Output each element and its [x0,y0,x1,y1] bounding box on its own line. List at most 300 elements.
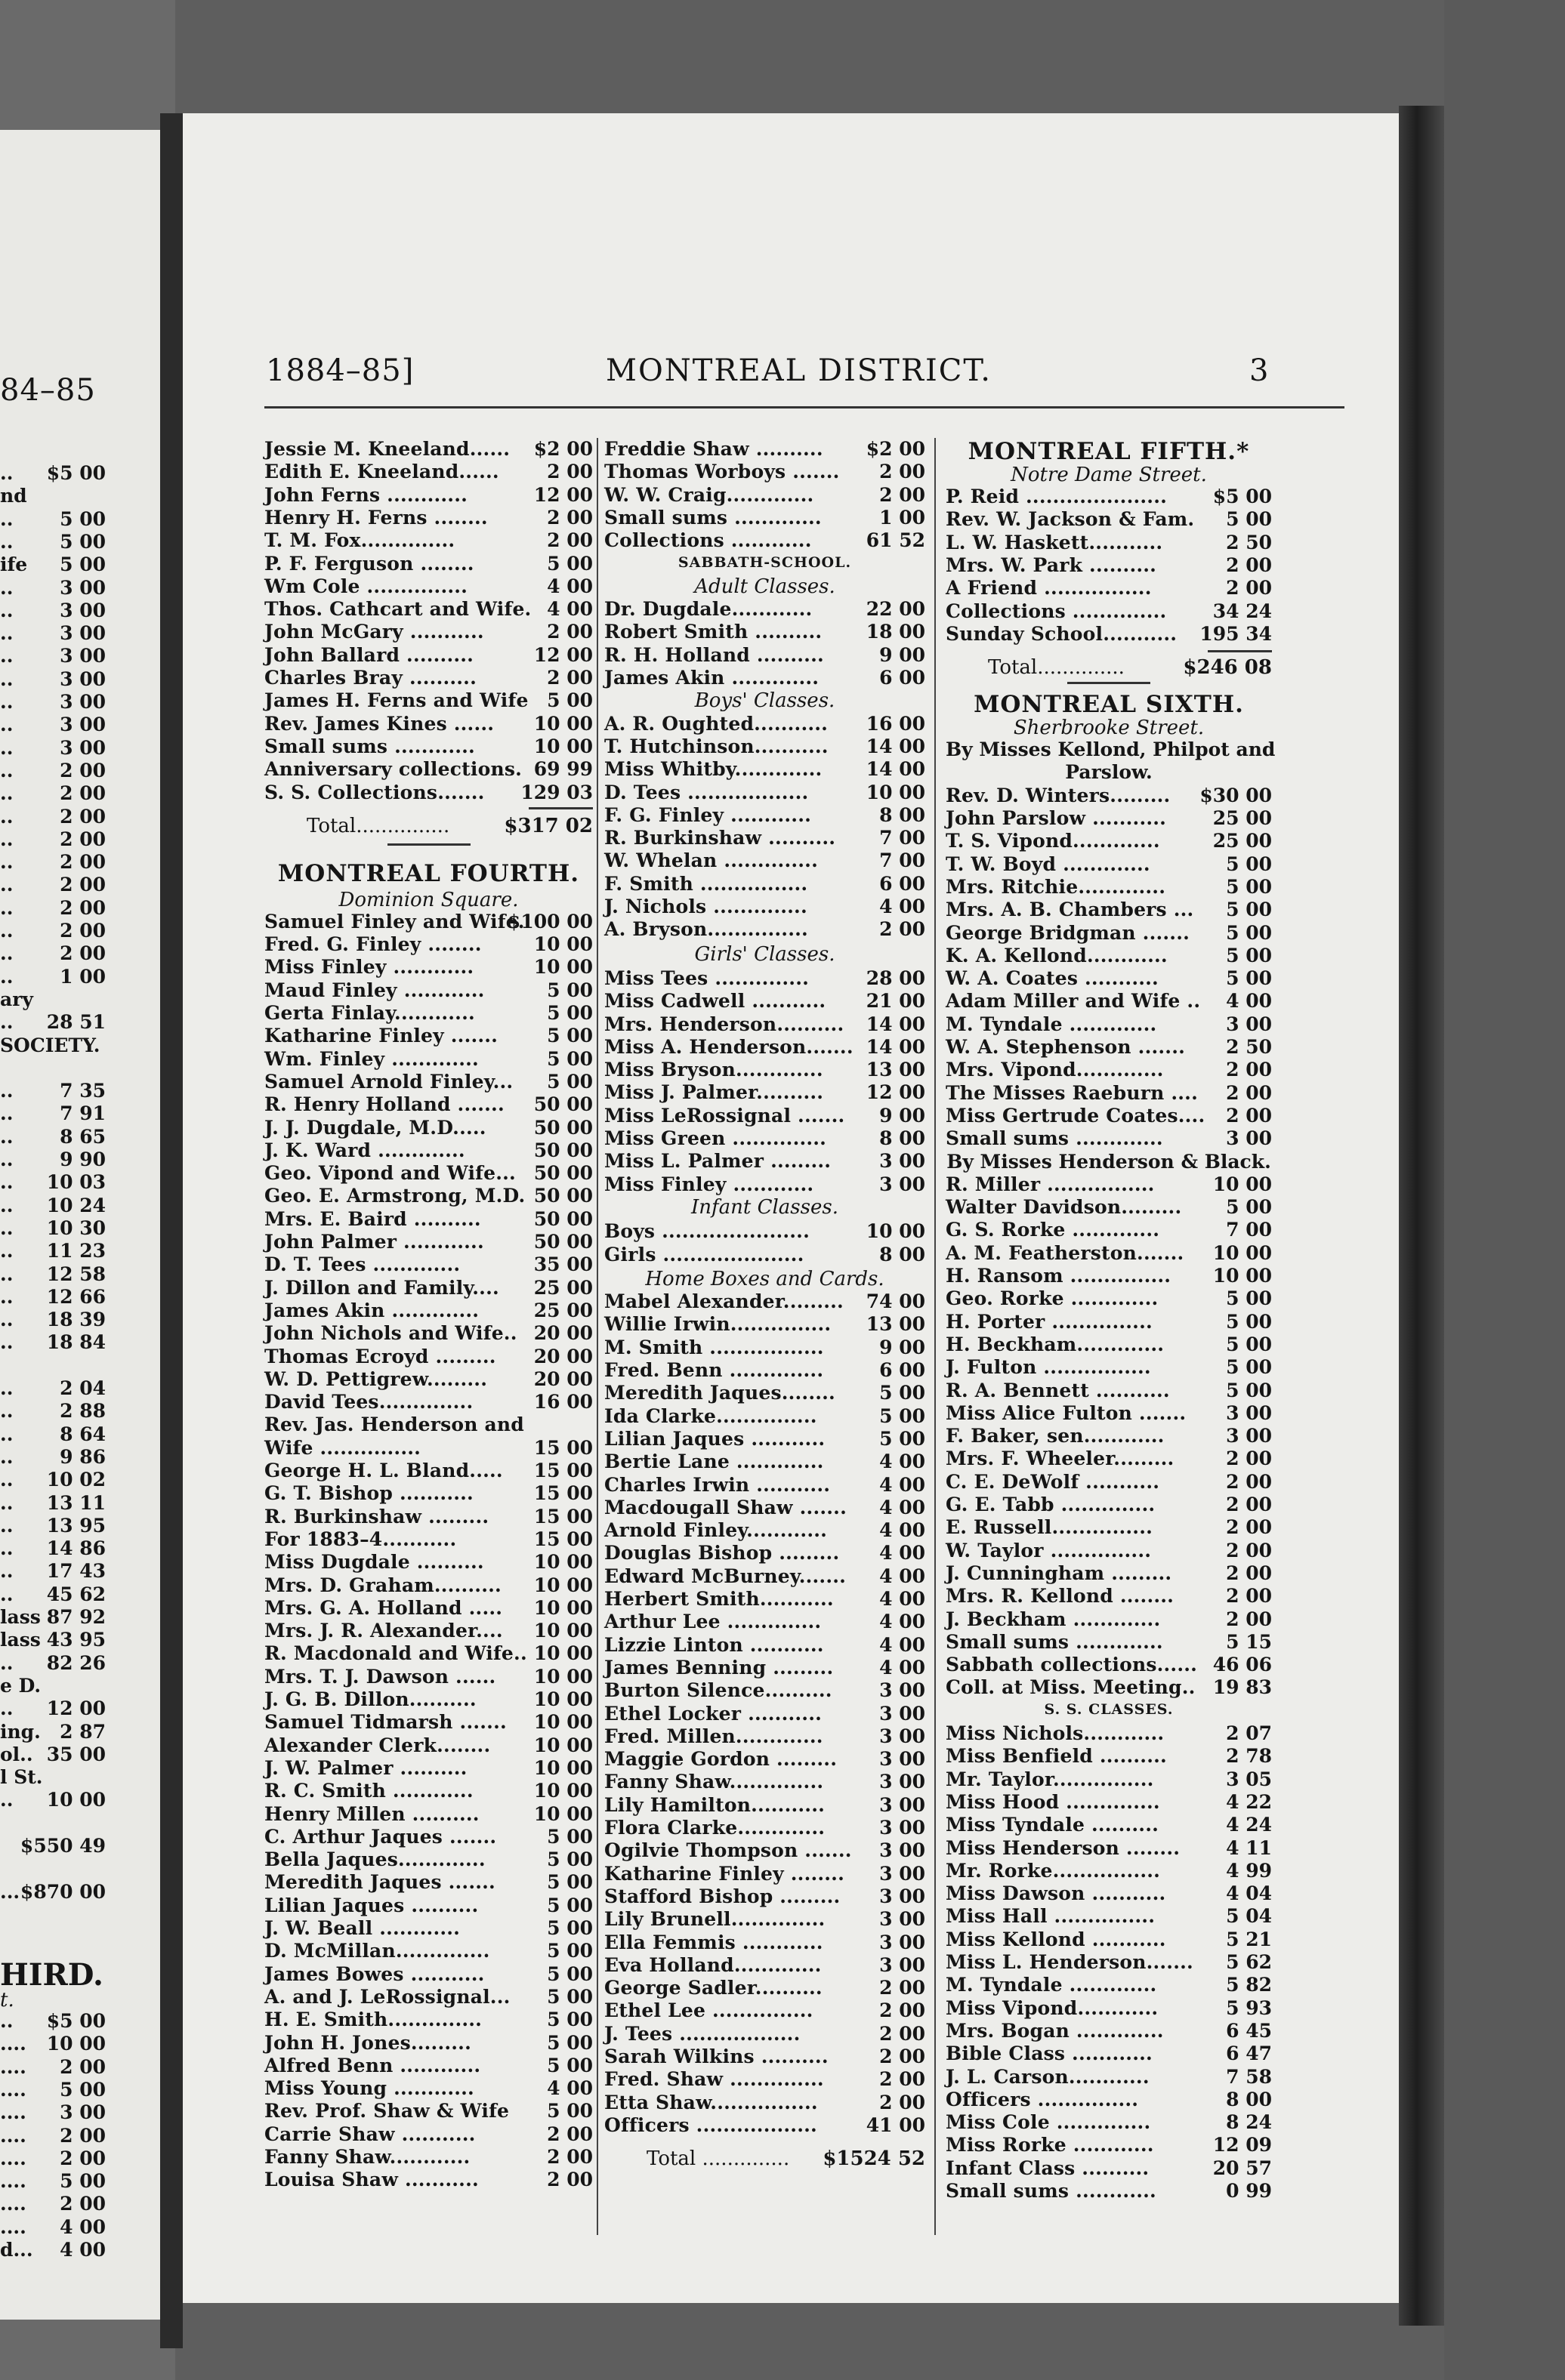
entry-name: Miss Gertrude Coates.... [946,1104,1205,1127]
entry-amount: 5 00 [1226,1333,1272,1355]
entry-name: Bible Class ............ [946,2042,1153,2065]
entry-name: Miss Whitby............. [604,758,823,781]
list-item [604,1885,925,1908]
class-title: Adult Classes. [694,575,835,598]
entry-name: J. Dillon and Family.... [264,1276,499,1299]
entry-amount: 17 43 [46,1560,106,1583]
entry-amount: 5 00 [547,979,593,1001]
entry-name: .. [0,1469,14,1491]
list-item [604,1290,925,1313]
list-item [264,2146,593,2169]
entry-amount: 5 00 [60,2170,106,2193]
list-item [604,1588,925,1611]
list-item [946,1905,1272,1928]
list-item [0,1446,106,1469]
entry-name: F. Baker, sen............ [946,1425,1165,1447]
entry-amount: 20 57 [1212,2156,1272,2179]
list-item [604,1313,925,1336]
entry-name: .. [0,507,14,530]
column-3 [946,438,1276,2250]
list-item [264,1025,593,1047]
entry-amount: 5 62 [1226,1951,1272,1973]
list-item [264,1093,593,1116]
entry-amount: 4 00 [547,2077,593,2100]
entry-name: .. [0,462,14,484]
entry-amount: 45 62 [46,1583,106,1605]
list-item [264,438,593,461]
entry-amount: 10 00 [533,1711,593,1734]
entry-amount: 50 00 [533,1185,593,1207]
entry-name: ife [0,553,28,576]
entry-name: James Akin ............. [604,667,820,689]
list-item [604,644,925,667]
entry-name: J. Tees .................. [604,2022,801,2045]
list-item [604,2092,925,2114]
list-item [946,967,1272,990]
entry-name: Anniversary collections. [264,758,523,781]
entry-amount: 5 15 [1226,1630,1272,1653]
entry-amount: 9 86 [60,1445,106,1468]
entry-amount: 5 00 [547,1070,593,1093]
entry-name: Samuel Finley and Wife. [264,910,525,933]
entry-name: Alfred Benn ............ [264,2054,481,2076]
list-item [604,598,925,621]
list-item [0,1469,106,1491]
list-item [0,1423,106,1446]
section-heading: MONTREAL FOURTH. [277,859,580,887]
entry-amount: 13 95 [46,1514,106,1537]
entry-amount: 43 95 [46,1629,106,1651]
entry-amount: 12 00 [46,1697,106,1720]
entry-name: John Parslow ........... [946,807,1167,829]
entry-name: J. Fulton ................ [946,1356,1151,1379]
total-row [946,656,1272,680]
list-item [604,1173,925,1196]
entry-name: .. [0,874,14,896]
list-item [946,1059,1272,1081]
entry-amount: 4 00 [879,1656,925,1679]
entry-name: Miss L. Henderson....... [946,1951,1193,1973]
entry-amount: 5 04 [1226,1905,1272,1928]
list-item [604,967,925,990]
entry-name: Rev. James Kines ...... [264,712,495,735]
entry-amount: 18 39 [46,1309,106,1331]
entry-amount: 21 00 [866,990,925,1013]
entry-amount: 5 00 [60,553,106,576]
entry-name: Collections ............ [604,529,812,552]
entry-amount: 4 22 [1226,1790,1272,1813]
column-2 [604,438,925,2250]
entry-amount: 6 00 [879,667,925,689]
entry-name: .... [0,2170,26,2193]
entry-amount: 46 06 [1212,1654,1272,1676]
list-item [264,735,593,758]
entry-amount: 4 04 [1226,1882,1272,1905]
entry-name: Small sums ............. [946,1630,1163,1653]
entry-amount: 195 34 [1199,622,1272,645]
entry-amount: 3 00 [60,645,106,667]
entry-amount: 10 00 [533,735,593,757]
list-item [604,1977,925,1999]
entry-amount: 5 00 [1226,1356,1272,1379]
entry-name: Bella Jaques............. [264,1848,486,1871]
entry-amount: 5 00 [547,1940,593,1962]
entry-name: Officers .................. [604,2113,817,2136]
list-item [604,1013,925,1036]
list-item [0,966,106,988]
entry-name: C. Arthur Jaques ....... [264,1825,497,1848]
entry-name: .... [0,2215,26,2238]
list-item [264,1528,593,1551]
entry-name: Ethel Lee ............... [604,1999,813,2022]
entry-name: F. G. Finley ............ [604,803,812,826]
entry-amount: 10 00 [46,2033,106,2055]
entry-amount: 2 00 [1226,553,1272,576]
list-item [946,2066,1272,2089]
entry-name: K. A. Kellond............ [946,944,1168,966]
entry-amount: 5 00 [547,1962,593,1985]
entry-name: Miss Tyndale .......... [946,1814,1159,1836]
list-item [264,1277,593,1299]
entry-name: Mrs. Ritchie............. [946,875,1166,898]
list-item [264,1871,593,1894]
entry-amount: 3 00 [879,1725,925,1747]
list-item [0,1057,106,1080]
entry-name: Douglas Bishop ......... [604,1542,840,1565]
list-item [604,735,925,758]
entry-amount: 2 00 [547,621,593,643]
list-item [604,1081,925,1104]
entry-amount: 5 00 [547,1002,593,1024]
entry-name: Mrs. G. A. Holland ..... [264,1596,503,1619]
entry-name: M. Smith ................. [604,1336,824,1358]
entry-amount: 18 00 [866,621,925,643]
entry-name: .. [0,1309,14,1331]
collector-line: Parslow. [1065,761,1153,784]
entry-amount: 2 00 [879,2068,925,2091]
entry-amount: 5 00 [879,1427,925,1450]
entry-amount: 3 05 [1226,1768,1272,1790]
entry-name: L. W. Haskett........... [946,531,1163,553]
list-item [264,1048,593,1071]
entry-amount: 12 00 [533,483,593,506]
list-item [264,1757,593,1780]
list-item [604,621,925,643]
entry-amount: 2 00 [1226,1585,1272,1608]
list-item [604,1497,925,1519]
section-heading: MONTREAL FIFTH.* [968,438,1250,465]
list-item [0,1721,106,1743]
sum-rule [1208,650,1272,652]
section-rule [387,843,471,846]
entry-amount: 8 65 [60,1125,106,1148]
list-item [0,622,106,645]
list-item [946,1356,1272,1379]
entry-name: Mrs. Bogan ............. [946,2019,1164,2042]
entry-amount: 5 00 [1226,875,1272,898]
entry-name: Alexander Clerk........ [264,1734,491,1756]
entry-name: Mrs. F. Wheeler......... [946,1447,1175,1470]
entry-name: Samuel Tidmarsh ....... [264,1711,507,1734]
entry-amount: 8 00 [879,1243,925,1266]
list-item [946,1837,1272,1860]
list-item [946,1219,1272,1241]
entry-amount: 4 00 [547,598,593,621]
entry-name: Mrs. W. Park .......... [946,553,1157,576]
list-item [604,1428,925,1451]
entry-name: J. J. Dugdale, M.D..... [264,1116,486,1139]
entry-amount: 25 00 [533,1276,593,1299]
entry-amount: 8 00 [1226,2088,1272,2110]
list-item [264,689,593,712]
entry-name: A. R. Oughted........... [604,712,829,735]
total-label: Total .............. [647,2147,790,2171]
entry-name: W. Whelan .............. [604,849,818,872]
entry-amount: 2 00 [1226,1104,1272,1127]
list-item [264,979,593,1002]
entry-amount: 5 00 [547,1894,593,1916]
entry-name: Mrs. A. B. Chambers ... [946,899,1194,921]
entry-amount: 2 00 [879,918,925,941]
list-item [0,1606,106,1629]
entry-amount: 15 00 [533,1528,593,1550]
entry-name: .. [0,1331,14,1354]
entry-amount: 2 78 [1226,1745,1272,1768]
list-item [0,1011,106,1034]
entry-amount: 12 66 [46,1285,106,1308]
entry-amount: 82 26 [46,1651,106,1674]
list-item [0,691,106,714]
entry-amount: 10 00 [533,1780,593,1802]
sum-rule [529,807,593,809]
entry-amount: 4 99 [1226,1859,1272,1882]
entry-name: .. [0,1216,14,1239]
list-item [264,1346,593,1368]
entry-name: J. K. Ward ............. [264,1139,465,1161]
entry-amount: 19 83 [1212,1676,1272,1699]
entry-name: Fanny Shaw............ [264,2146,471,2168]
entry-name: Mrs. D. Graham.......... [264,1574,502,1596]
class-title: Girls' Classes. [694,942,835,966]
entry-amount: 2 00 [60,2124,106,2147]
entry-name: Samuel Arnold Finley... [264,1070,514,1093]
list-item [604,1771,925,1793]
entry-name: R. A. Bennett ........... [946,1379,1170,1401]
entry-amount: 13 11 [46,1491,106,1514]
entry-amount: 10 03 [46,1171,106,1194]
entry-name: R. Burkinshaw ......... [264,1505,489,1528]
entry-amount: 2 00 [1226,1494,1272,1515]
list-item [264,2077,593,2100]
entry-name: Ogilvie Thompson ....... [604,1839,852,1862]
entry-name: Miss L. Palmer ......... [604,1150,832,1173]
section-subtitle: Dominion Square. [338,888,519,911]
list-item [0,988,106,1011]
entry-name: .. [0,1285,14,1308]
entry-amount: 34 24 [1212,600,1272,622]
entry-amount: 5 00 [547,2031,593,2054]
page-gutter [160,113,183,2348]
list-item [264,667,593,689]
entry-amount: 2 87 [60,1720,106,1743]
entry-name: Maud Finley ............ [264,979,485,1001]
entry-amount: 6 00 [879,872,925,895]
entry-amount: 2 00 [1226,1539,1272,1561]
list-item [0,1629,106,1651]
entry-amount: 4 00 [879,1588,925,1610]
entry-name: John Ballard .......... [264,643,474,666]
entry-name: Geo. Rorke ............. [946,1287,1159,1310]
entry-amount: 4 00 [879,1565,925,1587]
entry-name: Mrs. J. R. Alexander.... [264,1620,503,1642]
entry-name: Edward McBurney....... [604,1565,847,1587]
entry-amount: 2 00 [1226,1081,1272,1104]
entry-name: D. McMillan.............. [264,1940,490,1962]
entry-name: .. [0,1514,14,1537]
entry-name: Mrs. E. Baird .......... [264,1207,481,1230]
list-item [0,920,106,942]
entry-amount: 10 00 [533,1665,593,1688]
entry-amount: 3 00 [60,667,106,690]
list-item [946,1791,1272,1814]
section-caption: S. S. CLASSES. [1044,1700,1174,1718]
entry-amount: 5 00 [547,1985,593,2008]
entry-amount: 2 00 [1226,1447,1272,1470]
list-item [604,529,925,552]
list-item [0,1217,106,1240]
entry-amount: 5 00 [1226,852,1272,875]
entry-name: Miss Rorke ............ [946,2134,1154,2156]
entry-name: .. [0,1102,14,1125]
entry-name: .. [0,1400,14,1423]
list-item [264,507,593,529]
list-item [946,486,1272,508]
entry-amount: 4 00 [879,1451,925,1473]
list-item [264,1642,593,1665]
entry-name: Collections .............. [946,600,1167,622]
entry-amount: 9 00 [879,1104,925,1127]
entry-amount: 10 00 [866,1220,925,1243]
list-item [0,1697,106,1720]
total-label: Total.............. [988,656,1125,680]
entry-name: .. [0,1445,14,1468]
entry-amount: 3 00 [60,599,106,621]
entry-amount: 2 00 [1226,1470,1272,1493]
list-item [0,760,106,782]
entry-amount: 74 00 [866,1290,925,1313]
entry-name: Lizzie Linton ........... [604,1633,824,1656]
list-item [604,1451,925,1473]
entry-amount: 2 00 [547,506,593,529]
entry-name: Miss Benfield .......... [946,1745,1167,1768]
entry-name: .. [0,691,14,713]
list-item [946,2111,1272,2134]
entry-name: .. [0,1423,14,1445]
list-item [604,873,925,896]
entry-name: S. S. Collections....... [264,781,485,803]
list-item [264,1666,593,1688]
entry-name: G. S. Rorke ............. [946,1219,1160,1241]
entry-name: Stafford Bishop ......... [604,1885,841,1907]
list-item [264,1231,593,1253]
entry-name: H. Porter ............... [946,1310,1153,1333]
list-item [946,1402,1272,1425]
entry-name: The Misses Raeburn .... [946,1081,1198,1104]
list-item [264,1482,593,1505]
entry-name: J. W. Palmer .......... [264,1756,468,1779]
entry-name: Coll. at Miss. Meeting.. [946,1676,1196,1699]
list-item [604,1036,925,1059]
entry-amount: 3 00 [60,736,106,759]
book-edge [1399,106,1444,2326]
list-item [264,1162,593,1185]
list-item [946,1676,1272,1699]
list-item [0,1126,106,1148]
entry-amount: 2 00 [879,1977,925,1999]
list-item [604,1474,925,1497]
list-item [264,758,593,781]
list-item [0,1309,106,1331]
list-item [264,1391,593,1414]
list-item [264,1940,593,1962]
list-item [0,2010,106,2033]
entry-name: Freddie Shaw .......... [604,438,823,460]
entry-amount: 4 00 [879,1542,925,1565]
entry-amount: 14 00 [866,758,925,781]
entry-name: W. Taylor ............... [946,1539,1152,1561]
entry-amount: 10 00 [866,781,925,803]
entry-name: .. [0,622,14,645]
entry-name: Arnold Finley............ [604,1519,828,1542]
entry-amount: $5 00 [1212,486,1272,507]
entry-name: D. T. Tees ............. [264,1253,461,1276]
entry-name: Arthur Lee .............. [604,1611,822,1633]
entry-amount: 8 64 [60,1423,106,1445]
list-item [264,1551,593,1574]
list-item [0,1766,106,1789]
entry-amount: 6 47 [1226,2042,1272,2065]
entry-name: T. Hutchinson........... [604,735,829,757]
entry-amount: 5 00 [1226,899,1272,921]
list-item [0,942,106,965]
entry-amount: 25 00 [1212,830,1272,852]
entry-amount: 9 00 [879,643,925,666]
list-item [604,804,925,827]
list-item [264,2123,593,2146]
entry-name: Eva Holland............. [604,1953,822,1976]
entry-name: Miss A. Henderson....... [604,1035,853,1058]
list-item [946,1654,1272,1676]
list-item [0,2101,106,2124]
list-item [604,782,925,804]
entry-amount: 16 00 [866,712,925,735]
list-item [604,438,925,461]
entry-amount: 9 00 [879,1336,925,1358]
entry-name: H. Ransom ............... [946,1265,1171,1287]
entry-name: Officers ............... [946,2088,1139,2110]
left-page [0,130,160,2320]
entry-amount: 129 03 [520,781,593,803]
collector-line: By Misses Henderson & Black. [946,1150,1271,1173]
entry-name: Miss J. Palmer.......... [604,1081,824,1104]
entry-name: John Ferns ............ [264,483,468,506]
entry-amount: 4 00 [879,1496,925,1518]
list-item [946,2157,1272,2180]
entry-name: Miss Bryson............. [604,1059,823,1081]
entry-name: J. L. Carson............ [946,2065,1150,2088]
entry-name: .. [0,530,14,553]
list-item [0,1148,106,1171]
